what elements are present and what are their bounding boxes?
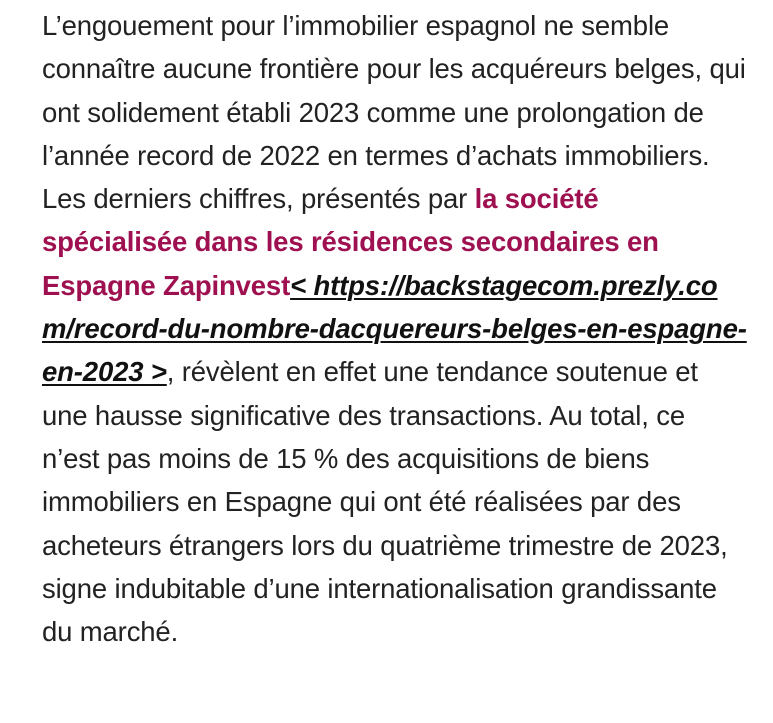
article-paragraph xyxy=(42,4,747,653)
paragraph-text-conclusion: , révèlent en effet une tendance soutenue et une hausse significative des transactions. Au total, ce n’est pas moins de 15 % des acquisitions de biens immobiliers en Espagne qui ont été réalisées par des acheteurs étrangers lors du quatrième trimestre de 2023, signe indubitable d’une internationalisation grandissante du marché. xyxy=(42,356,728,648)
press-release-url-link[interactable]: < https://backstagecom.prezly.com/record-du-nombre-dacquereurs-belges-en-espagne-en-2023 > xyxy=(42,269,747,388)
article-body xyxy=(42,4,747,653)
zapinvest-link[interactable]: la société spécialisée dans les résidences secondaires en Espagne Zapinvest xyxy=(42,183,659,301)
paragraph-text-intro: L’engouement pour l’immobilier espagnol ne semble connaître aucune frontière pour les acquéreurs belges, qui ont solidement établi 2023 comme une prolongation de l’année record de 2022 en termes d’achats immobiliers. Les derniers chiffres, présentés par xyxy=(42,10,746,215)
